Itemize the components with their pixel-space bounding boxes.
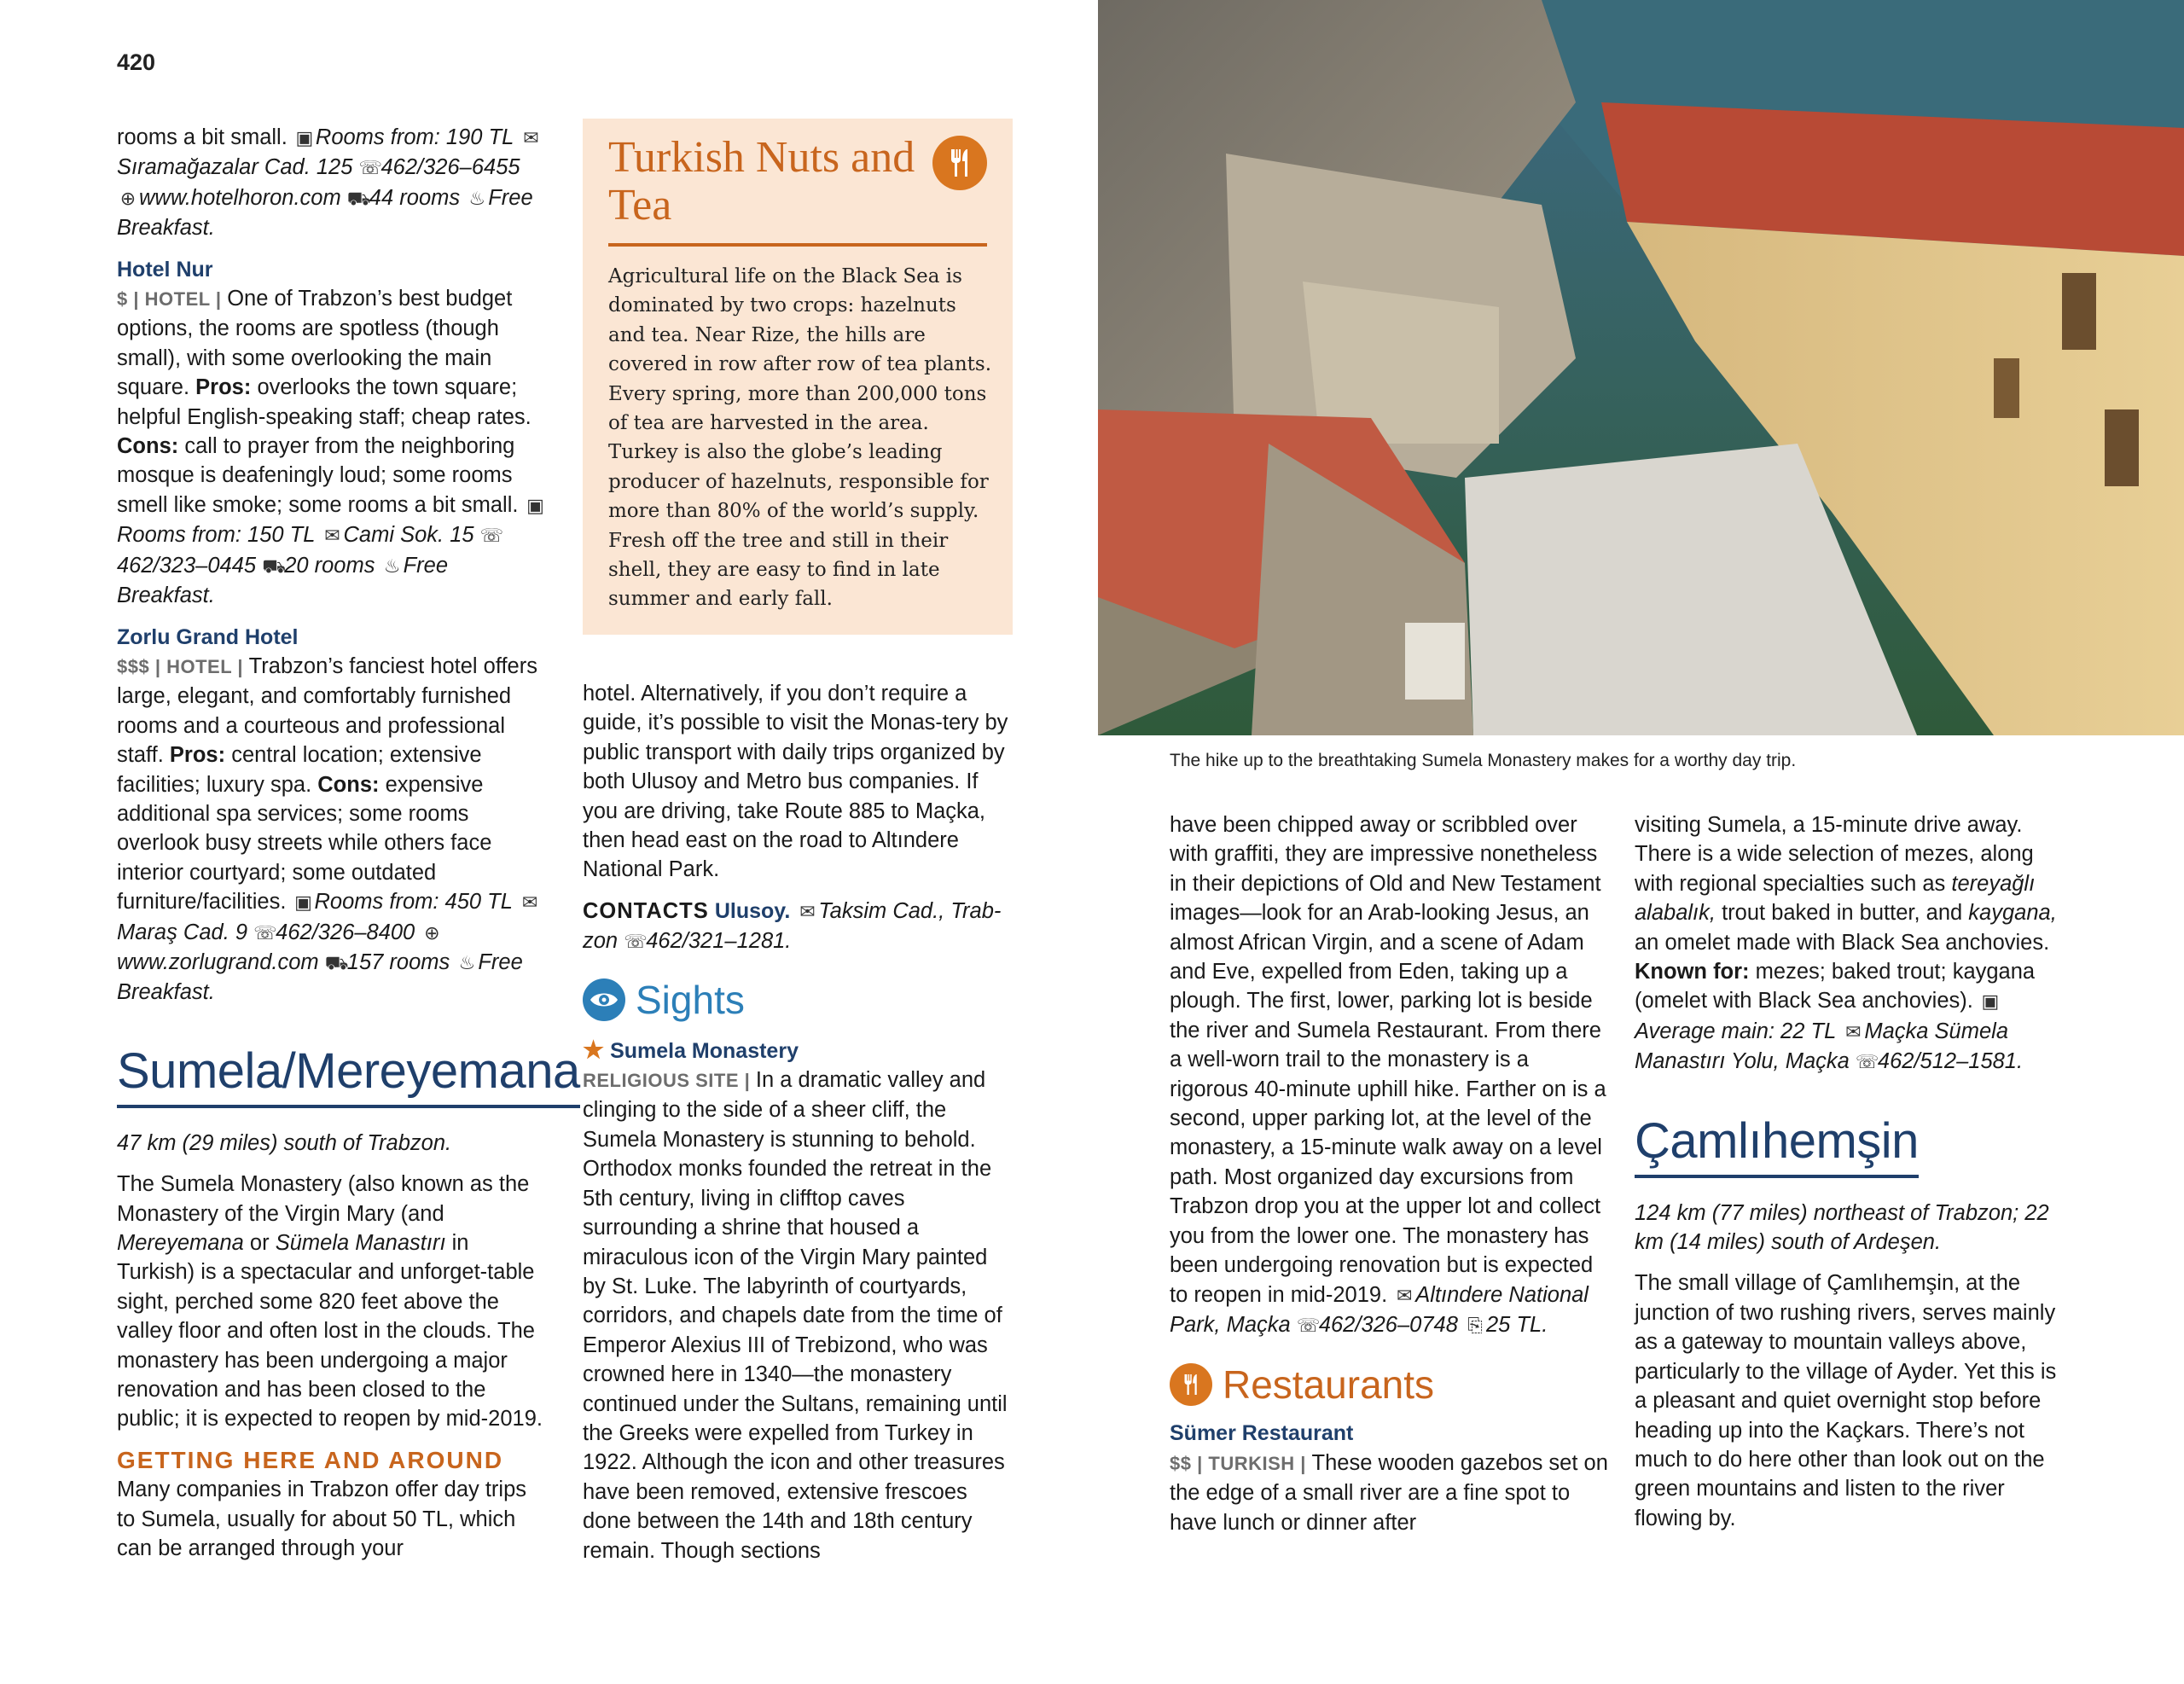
hotel-horon-link[interactable]: www.hotelhoron.com — [139, 185, 341, 210]
phone-icon: ☏ — [253, 921, 277, 944]
price-icon: ▣ — [526, 494, 544, 516]
restaurants-heading: Restaurants — [1170, 1361, 1609, 1408]
phone-icon: ☏ — [358, 157, 383, 179]
getting-here-heading: GETTING HERE AND AROUND — [117, 1446, 504, 1473]
hotel-nur-entry: $ | HOTEL | One of Trabzon’s best budget options, the rooms are spotless (though small), with some overlooking the main square. Pros: overlooks the town square; helpful English-speaking staff; cheap rates. Cons: call to prayer from the neighboring mosque is deafeningly loud; some rooms smell like smoke; some rooms a bit small. ▣Rooms from: 150 TL ✉ Cami Sok. 15 ☏462/323–0445 ⛟20 rooms ♨ Free Breakfast. — [117, 284, 548, 610]
fork-knife-icon — [932, 136, 987, 190]
phone-icon: ☏ — [479, 525, 504, 547]
contacts-line: CONTACTS Ulusoy. ✉ Taksim Cad., Trab-zon ☏462/321–1281. — [583, 897, 1014, 957]
photo-caption: The hike up to the breathtaking Sumela Monastery makes for a worthy day trip. — [1170, 751, 1797, 770]
breakfast-icon: ♨ — [458, 951, 476, 973]
breakfast-icon: ♨ — [383, 555, 401, 577]
hotel-horon-tail: rooms a bit small. ▣ Rooms from: 190 TL ✉Sıramağazalar Cad. 125 ☏462/326–6455 ⊕ www.hotelhoron.com ⛟44 rooms ♨ Free Breakfast. — [117, 123, 548, 243]
price-icon: ▣ — [1981, 990, 2000, 1013]
eye-icon — [583, 978, 625, 1021]
sumela-intro: The Sumela Monastery (also known as the Monastery of the Virgin Mary (and Mereyemana or Sümela Manastırı in Turkish) is a spectacular and unforget-table sight, perched some 820 feet above the valley floor and often lost in the clouds. The monastery has been undergoing a major renovation and has been closed to the public; it is expected to reopen by mid-2019. — [117, 1172, 543, 1431]
column-1 — [117, 123, 580, 1563]
web-icon: ⊕ — [424, 921, 440, 944]
sumela-cont-text: have been chipped away or scribbled over with graffiti, they are impressive nonetheless in their depictions of Old and New Testament images—look for an Arab-looking Jesus, an almost African Virgin, and a scene of Adam and Eve, expelled from Eden, taking up a plough. The first, lower, parking lot is beside the river and Sumela Restaurant. From there a well-worn trail to the monastery is a rigorous 40-minute uphill hike. Farther on is a second, upper parking lot, at the level of the monastery, a 15-minute walk away on a level path. Most organized day excursions from Trabzon drop you at the upper lot and collect you from the lower one. The monastery has been undergoing renovation but is expected to reopen in mid-2019. ✉ Altındere National Park, Maçka ☏462/326–0748 ⎘ 25 TL. — [1170, 810, 1609, 1340]
getting-here-text: Many companies in Trabzon offer day trips to Sumela, usually for about 50 TL, which can be arranged through your — [117, 1478, 527, 1561]
sumela-monastery-photo — [1098, 0, 2184, 735]
column-4 — [1635, 810, 2057, 1533]
column-3 — [1170, 810, 1609, 1537]
sight-name-line: ★ Sumela Monastery — [583, 1036, 799, 1063]
hotel-nur-name: Hotel Nur — [117, 257, 213, 282]
restaurant-entry: $$ | TURKISH | These wooden gazebos set on the edge of a small river are a fine spot to have lunch or dinner after — [1170, 1450, 1608, 1535]
star-icon: ★ — [583, 1036, 605, 1063]
camlihemsin-heading: Çamlıhemşin — [1635, 1112, 1919, 1178]
sumela-transport-text: hotel. Alternatively, if you don’t require a guide, it’s possible to visit the Monas-tery by public transport with daily trips organized by both Ulusoy and Metro bus companies. If you are driving, take Route 885 to Maçka, then head east on the road to Altındere National Park. — [583, 682, 1008, 882]
zorlu-grand-name: Zorlu Grand Hotel — [117, 624, 299, 649]
sidebar-box — [583, 119, 1013, 635]
sidebar-title: Turkish Nuts and Tea — [608, 133, 915, 229]
mail-icon: ✉ — [521, 891, 538, 914]
price-icon: ▣ — [295, 127, 314, 148]
sumela-heading: Sumela/Mereyemana — [117, 1042, 580, 1108]
phone-icon: ☏ — [1296, 1314, 1321, 1336]
restaurant-name: Sümer Restaurant — [1170, 1421, 1354, 1446]
mail-icon: ✉ — [1845, 1020, 1862, 1042]
mail-icon: ✉ — [324, 525, 340, 547]
camlihemsin-distance: 124 km (77 miles) northeast of Trabzon; 22 km (14 miles) south of Ardeşen. — [1635, 1200, 2049, 1255]
sumela-distance: 47 km (29 miles) south of Trabzon. — [117, 1130, 452, 1155]
zorlu-grand-entry: $$$ | HOTEL | Trabzon’s fanciest hotel offers large, elegant, and comfortably furnished rooms and a courteous and professional staff. Pros: central location; extensive facilities; luxury spa. Cons: expensive additional spa services; some rooms overlook busy streets while others face interior courtyard; some outdated furniture/facilities. ▣ Rooms from: 450 TL ✉Maraş Cad. 9 ☏462/326–8400 ⊕www.zorlugrand.com ⛟157 rooms ♨ Free Breakfast. — [117, 652, 548, 1007]
restaurant-cont: visiting Sumela, a 15-minute drive away. There is a wide selection of mezes, along with regional specialties such as tereyağlı alabalık, trout baked in butter, and kaygana, an omelet made with Black Sea anchovies. Known for: mezes; baked trout; kaygana (omelet with Black Sea anchovies). ▣Average main: 22 TL ✉ Maçka Sümela Manastırı Yolu, Maçka ☏462/512–1581. — [1635, 810, 2057, 1077]
phone-icon: ☏ — [1855, 1051, 1879, 1073]
bed-icon: ⛟ — [324, 951, 349, 973]
ticket-icon: ⎘ — [1467, 1314, 1483, 1336]
phone-icon: ☏ — [624, 931, 648, 953]
zorlu-link[interactable]: www.zorlugrand.com — [117, 949, 319, 974]
camlihemsin-text: The small village of Çamlıhemşin, at the junction of two rushing rivers, serves mainly as a gateway to mountain valleys above, particularly to the village of Ayder. Yet this is a pleasant and quiet overnight stop before heading up into the Kaçkars. There’s not much to do here other than look out on the green mountains and listen to the river flowing by. — [1635, 1271, 2057, 1530]
mail-icon: ✉ — [1397, 1284, 1413, 1306]
fork-knife-icon — [1170, 1363, 1212, 1406]
sidebar-rule — [608, 243, 987, 247]
bed-icon: ⛟ — [346, 187, 371, 209]
page-number: 420 — [117, 49, 156, 75]
breakfast-icon: ♨ — [468, 187, 486, 209]
web-icon: ⊕ — [119, 187, 136, 209]
mail-icon: ✉ — [799, 900, 816, 922]
sight-description: RELIGIOUS SITE | In a dramatic valley and clinging to the side of a sheer cliff, the Sumela Monastery is stunning to behold. Orthodox monks founded the retreat in the 5th century, living in clifftop caves surrounding a shrine that housed a miraculous icon of the Virgin Mary painted by St. Luke. The labyrinth of courtyards, corridors, and chapels date from the time of Emperor Alexius III of Trebizond, who was crowned here in 1340—the monastery continued under the Sultans, remaining until the Greeks were expelled from Turkey in 1922. Although the icon and other treasures have been removed, extensive frescoes done between the 14th and 18th century remain. Though sections — [583, 1068, 1008, 1563]
column-2 — [583, 679, 1014, 1565]
sidebar-body: Agricultural life on the Black Sea is dominated by two crops: hazelnuts and tea. Near Rize, the hills are covered in row after row of tea plants. Every spring, more than 200,000 tons of tea are harvested in the area. Turkey is also the globe’s leading producer of hazelnuts, responsible for more than 80% of the world’s supply. Fresh off the tree and still in their shell, they are easy to find in late summer and early fall. — [608, 265, 992, 611]
sights-heading: Sights — [583, 976, 1014, 1024]
mail-icon: ✉ — [523, 127, 539, 148]
bed-icon: ⛟ — [262, 555, 286, 577]
price-icon: ▣ — [294, 891, 312, 914]
